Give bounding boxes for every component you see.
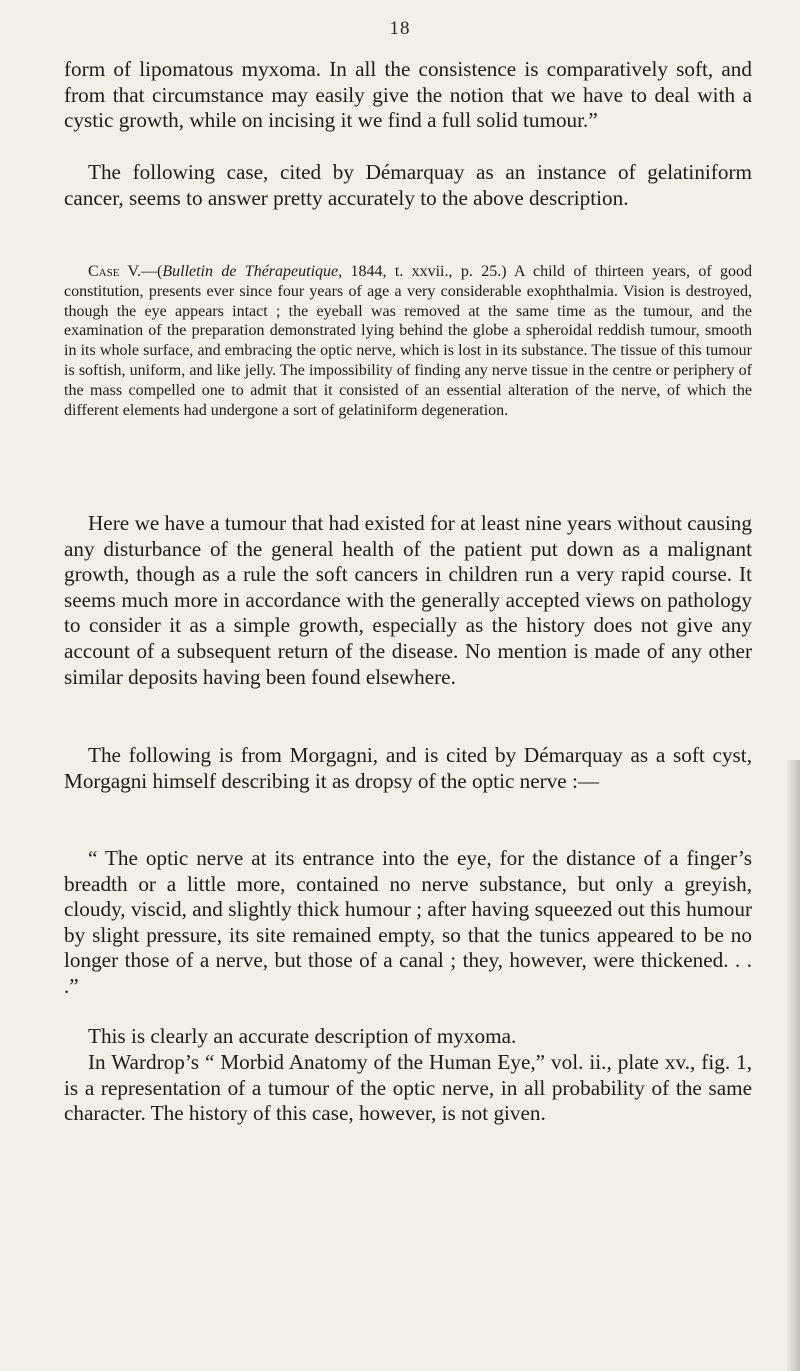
- paragraph-lipomatous-myxoma: form of lipomatous myxoma. In all the consistence is comparatively soft, and from that circumstance may easily give the notion that we have to deal with a cystic growth, while on incising it we find a full solid tumour.”: [64, 57, 752, 133]
- paragraph-myxoma-description: This is clearly an accurate description of myxoma.: [88, 1024, 517, 1048]
- paragraph-tumour-nine-years: Here we have a tumour that had existed for at least nine years without causing any disturbance of the general health of the patient put down as a malignant growth, though as a rule the soft cancers in children run a very rapid course. It seems much more in accordance with the generally accepted views on pathology to consider it as a simple growth, especially as the history does not give any account of a subsequent return of the disease. No mention is made of any other similar deposits having been found elsewhere.: [64, 511, 752, 689]
- page-edge-shadow: [786, 760, 800, 1371]
- case-v-paragraph: [64, 262, 752, 420]
- paragraph-morgagni-intro: The following is from Morgagni, and is cited by Démarquay as a soft cyst, Morgagni himself describing it as dropsy of the optic nerve :—: [64, 743, 752, 793]
- page-number: 18: [389, 18, 411, 39]
- case-label: Case V.: [88, 263, 142, 280]
- case-source: Bulletin de Thérapeutique,: [162, 263, 343, 280]
- paragraph-wardrop-reference: In Wardrop’s “ Morbid Anatomy of the Human Eye,” vol. ii., plate xv., fig. 1, is a representation of a tumour of the optic nerve, in all probability of the same character. The history of this case, however, is not given.: [64, 1050, 752, 1126]
- paragraph-demarquay-case-intro: The following case, cited by Démarquay as an instance of gelatiniform cancer, seems to answer pretty accurately to the above description.: [64, 160, 752, 210]
- morgagni-quote: “ The optic nerve at its entrance into the eye, for the distance of a finger’s breadth or a little more, contained no nerve substance, but only a greyish, cloudy, viscid, and slightly thick humour ; after having squeezed out this humour by slight pressure, its site remained empty, so that the tunics appeared to be no longer those of a nerve, but those of a canal ; they, however, were thickened. . . .”: [64, 846, 752, 998]
- case-dash: —(: [141, 263, 163, 280]
- case-text: A child of thirteen years, of good constitution, presents ever since four years of age a very considerable exophthalmia. Vision is destroyed, though the eye appears intact ; the eyeball was removed at the same time as the tumour, and the examination of the preparation demonstrated lying behind the globe a spheroidal reddish tumour, smooth in its whole surface, and embracing the optic nerve, which is lost in its substance. The tissue of this tumour is softish, uniform, and like jelly. The impossibility of finding any nerve tissue in the centre or periphery of the mass compelled one to admit that it consisted of an essential alteration of the nerve, of which the different elements had undergone a sort of gelatiniform degeneration.: [64, 263, 753, 419]
- case-citation: 1844, t. xxvii., p. 25.): [342, 263, 507, 280]
